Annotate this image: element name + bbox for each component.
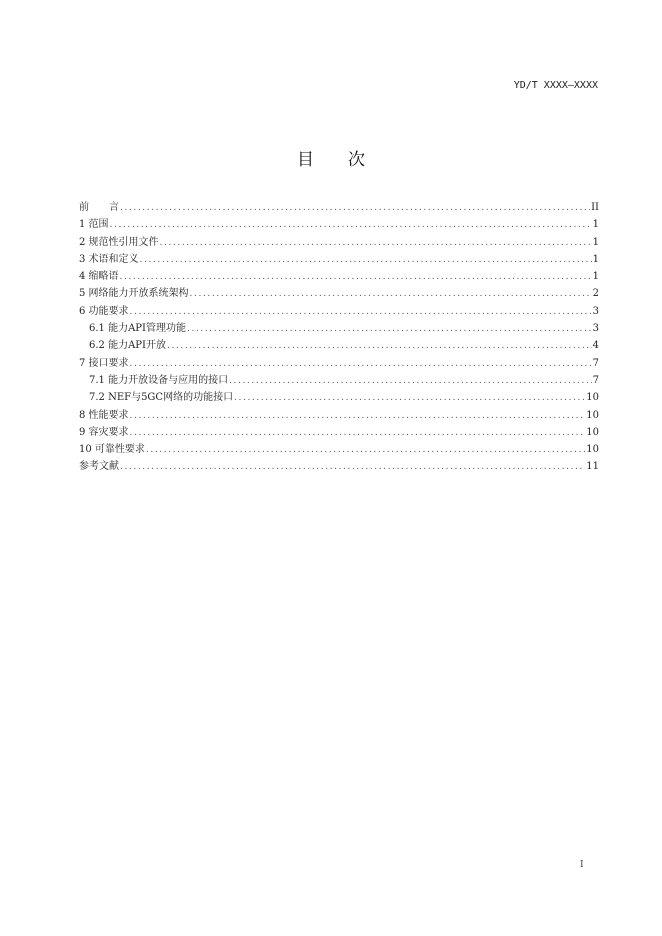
toc-leader-dots (130, 304, 592, 321)
toc-entry-page: 2 (592, 288, 599, 300)
toc-entry-label: 9 容灾要求 (79, 426, 129, 438)
toc-entry-disaster-recovery[interactable] (79, 424, 599, 441)
toc-entry-api-exposure[interactable] (79, 337, 599, 354)
toc-entry-label: 6.1 能力API管理功能 (89, 323, 186, 335)
toc-entry-label: 1 范围 (79, 219, 109, 231)
toc-entry-normative-references[interactable] (79, 234, 599, 251)
toc-entry-abbreviations[interactable] (79, 268, 599, 285)
toc-entry-page: 3 (592, 305, 599, 317)
toc-entry-label: 前 言 (79, 202, 119, 213)
toc-leader-dots (110, 217, 592, 234)
toc-leader-dots (234, 390, 585, 407)
toc-entry-label: 4 缩略语 (79, 271, 119, 283)
toc-leader-dots (120, 200, 590, 217)
toc-entry-label: 2 规范性引用文件 (79, 236, 159, 248)
toc-entry-label: 10 可靠性要求 (79, 444, 145, 456)
toc-entry-interface-requirements[interactable] (79, 355, 599, 372)
toc-entry-label: 6 功能要求 (79, 305, 129, 317)
toc-entry-device-app-interface[interactable] (79, 372, 599, 389)
table-of-contents (79, 199, 599, 476)
toc-leader-dots (120, 459, 585, 476)
toc-leader-dots (130, 408, 586, 425)
toc-entry-label: 7 接口要求 (79, 357, 129, 369)
toc-entry-label: 5 网络能力开放系统架构 (79, 288, 189, 300)
toc-leader-dots (120, 269, 592, 286)
toc-entry-page: 7 (592, 357, 599, 369)
toc-entry-page: II (591, 202, 599, 213)
toc-entry-page: 10 (586, 409, 599, 421)
toc-entry-page: 11 (586, 461, 599, 473)
page-number: I (580, 860, 584, 870)
toc-leader-dots (146, 442, 585, 459)
toc-leader-dots (187, 321, 592, 338)
toc-leader-dots (140, 252, 592, 269)
toc-entry-label: 3 术语和定义 (79, 253, 139, 265)
toc-entry-page: 10 (586, 392, 599, 404)
toc-entry-page: 7 (592, 374, 599, 386)
toc-entry-label: 7.1 能力开放设备与应用的接口 (89, 374, 229, 386)
toc-leader-dots (130, 356, 592, 373)
toc-leader-dots (167, 338, 592, 355)
toc-entry-page: 1 (592, 236, 599, 248)
toc-entry-bibliography[interactable] (79, 458, 599, 475)
toc-entry-functional-requirements[interactable] (79, 303, 599, 320)
toc-entry-label: 7.2 NEF与5GC网络的功能接口 (89, 392, 234, 404)
toc-entry-label: 8 性能要求 (79, 409, 129, 421)
toc-entry-nef-5gc-interface[interactable] (79, 389, 599, 406)
toc-entry-foreword[interactable] (79, 199, 599, 216)
toc-entry-page: 3 (592, 323, 599, 335)
toc-leader-dots (130, 425, 586, 442)
toc-leader-dots (190, 286, 592, 303)
toc-entry-reliability-requirements[interactable] (79, 441, 599, 458)
toc-leader-dots (160, 235, 592, 252)
toc-entry-page: 1 (592, 253, 599, 265)
toc-entry-label: 6.2 能力API开放 (89, 340, 166, 352)
toc-entry-api-management[interactable] (79, 320, 599, 337)
toc-leader-dots (229, 373, 592, 390)
toc-entry-page: 10 (586, 426, 599, 438)
toc-entry-system-architecture[interactable] (79, 285, 599, 302)
toc-entry-page: 4 (592, 340, 599, 352)
toc-entry-terms-definitions[interactable] (79, 251, 599, 268)
toc-entry-page: 10 (586, 444, 599, 456)
toc-entry-scope[interactable] (79, 216, 599, 233)
toc-entry-performance-requirements[interactable] (79, 407, 599, 424)
toc-entry-label: 参考文献 (79, 461, 119, 473)
toc-entry-page: 1 (592, 219, 599, 231)
document-number: YD/T XXXX—XXXX (513, 80, 598, 91)
toc-entry-page: 1 (592, 271, 599, 283)
page-title: 目次 (297, 150, 399, 170)
